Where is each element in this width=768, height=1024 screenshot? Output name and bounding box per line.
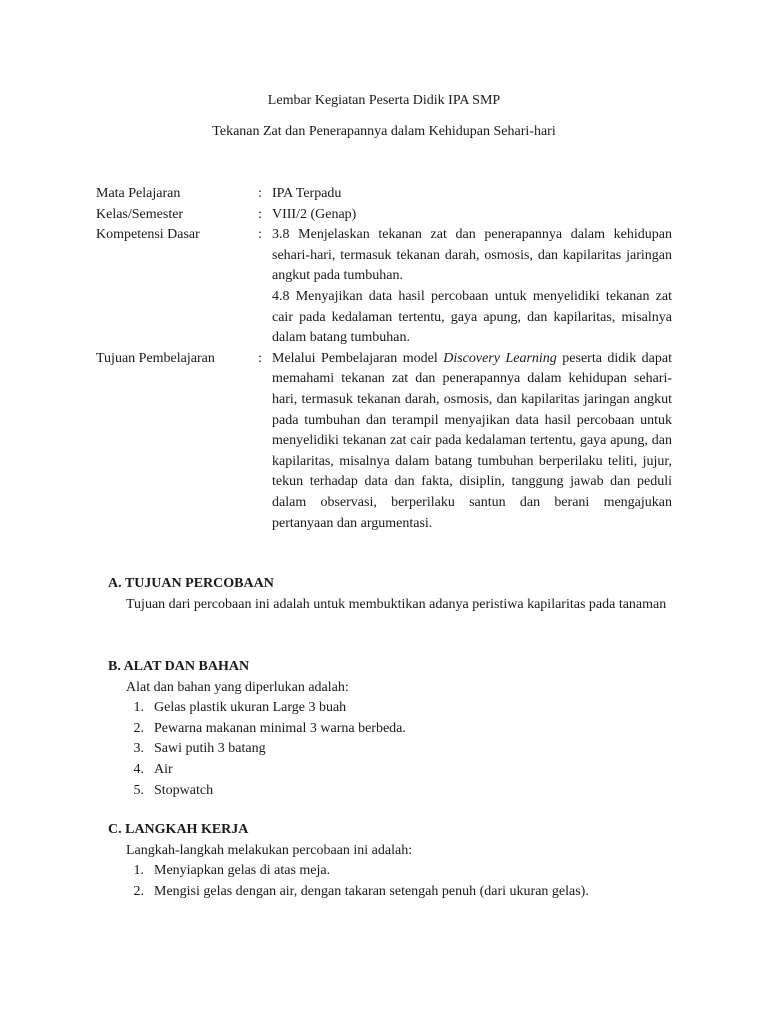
section-heading: A. TUJUAN PERCOBAAN — [108, 576, 274, 591]
section-intro: Alat dan bahan yang diperlukan adalah: — [126, 679, 349, 695]
list-item — [108, 698, 668, 719]
meta-separator: : — [258, 350, 262, 366]
meta-row-kelas — [96, 205, 672, 226]
meta-separator: : — [258, 206, 262, 222]
list-number: 2. — [133, 883, 144, 899]
tujuan-text-rest: peserta didik dapat memahami tekanan zat dan penerapannya dalam kehidupan sehari-hari, termasuk tekanan darah, osmosis, dan kapilaritas jaringan angkut pada tumbuhan dan terampil menyajikan data hasil percobaan untuk menyelidiki tekanan zat cair pada kedalaman tertentu, gaya apung, dan kapilaritas, misalnya dalam batang tumbuhan berperilaku teliti, jujur, tekun terhadap data dan fakta, disiplin, tanggung jawab dan peduli dalam observasi, berperilaku santun dan berani mengajukan pertanyaan dan argumentasi. — [272, 350, 673, 531]
meta-separator: : — [258, 227, 262, 243]
tujuan-model-name: Discovery Learning — [443, 350, 557, 366]
list-text: Stopwatch — [154, 782, 214, 798]
list-item — [108, 781, 668, 802]
list-item — [108, 861, 668, 882]
list-item — [108, 719, 668, 740]
alat-bahan-list — [108, 698, 668, 801]
list-text: Pewarna makanan minimal 3 warna berbeda. — [154, 720, 406, 736]
list-item — [108, 882, 668, 903]
meta-row-mata-pelajaran — [96, 184, 672, 205]
section-text: Tujuan dari percobaan ini adalah untuk membuktikan adanya peristiwa kapilaritas pada tanaman — [126, 596, 667, 612]
list-number: 1. — [133, 863, 144, 879]
document-title: Lembar Kegiatan Peserta Didik IPA SMP — [267, 93, 501, 108]
tujuan-text-start: Melalui Pembelajaran model — [272, 350, 444, 366]
meta-label: Kompetensi Dasar — [96, 227, 200, 243]
list-text: Sawi putih 3 batang — [154, 741, 266, 757]
meta-row-tujuan — [96, 349, 672, 534]
list-number: 2. — [133, 720, 144, 736]
section-tujuan-percobaan — [108, 574, 668, 615]
list-text: Air — [154, 761, 173, 777]
list-text: Menyiapkan gelas di atas meja. — [154, 863, 331, 879]
list-item — [108, 760, 668, 781]
section-intro: Langkah-langkah melakukan percobaan ini adalah: — [126, 842, 413, 858]
kompetensi-3-8: 3.8 Menjelaskan tekanan zat dan penerapannya dalam kehidupan sehari-hari, termasuk tekanan darah, osmosis, dan kapilaritas jaringan angkut pada tumbuhan. — [272, 227, 672, 284]
kompetensi-4-8: 4.8 Menyajikan data hasil percobaan untuk menyelidiki tekanan zat cair pada kedalaman tertentu, gaya apung, dan kapilaritas, misalnya dalam batang tumbuhan. — [272, 288, 672, 346]
meta-table — [96, 184, 672, 534]
meta-value: VIII/2 (Genap) — [272, 206, 357, 222]
section-heading: C. LANGKAH KERJA — [108, 822, 249, 837]
meta-label: Kelas/Semester — [96, 206, 184, 222]
list-text: Mengisi gelas dengan air, dengan takaran setengah penuh (dari ukuran gelas). — [154, 883, 589, 899]
list-item — [108, 739, 668, 760]
list-number: 3. — [133, 741, 144, 757]
list-text: Gelas plastik ukuran Large 3 buah — [154, 700, 347, 716]
document-subtitle: Tekanan Zat dan Penerapannya dalam Kehidupan Sehari-hari — [212, 124, 556, 139]
section-heading: B. ALAT DAN BAHAN — [108, 659, 250, 674]
section-alat-bahan — [108, 657, 668, 801]
meta-row-kompetensi — [96, 225, 672, 349]
list-number: 4. — [133, 761, 144, 777]
meta-separator: : — [258, 186, 262, 201]
meta-label: Tujuan Pembelajaran — [96, 350, 215, 366]
meta-value: IPA Terpadu — [272, 186, 342, 201]
meta-value — [272, 225, 672, 349]
section-langkah-kerja — [108, 820, 668, 902]
list-number: 1. — [133, 700, 144, 716]
meta-label: Mata Pelajaran — [96, 186, 181, 201]
langkah-kerja-list — [108, 861, 668, 902]
meta-value — [272, 349, 672, 534]
list-number: 5. — [133, 782, 144, 798]
